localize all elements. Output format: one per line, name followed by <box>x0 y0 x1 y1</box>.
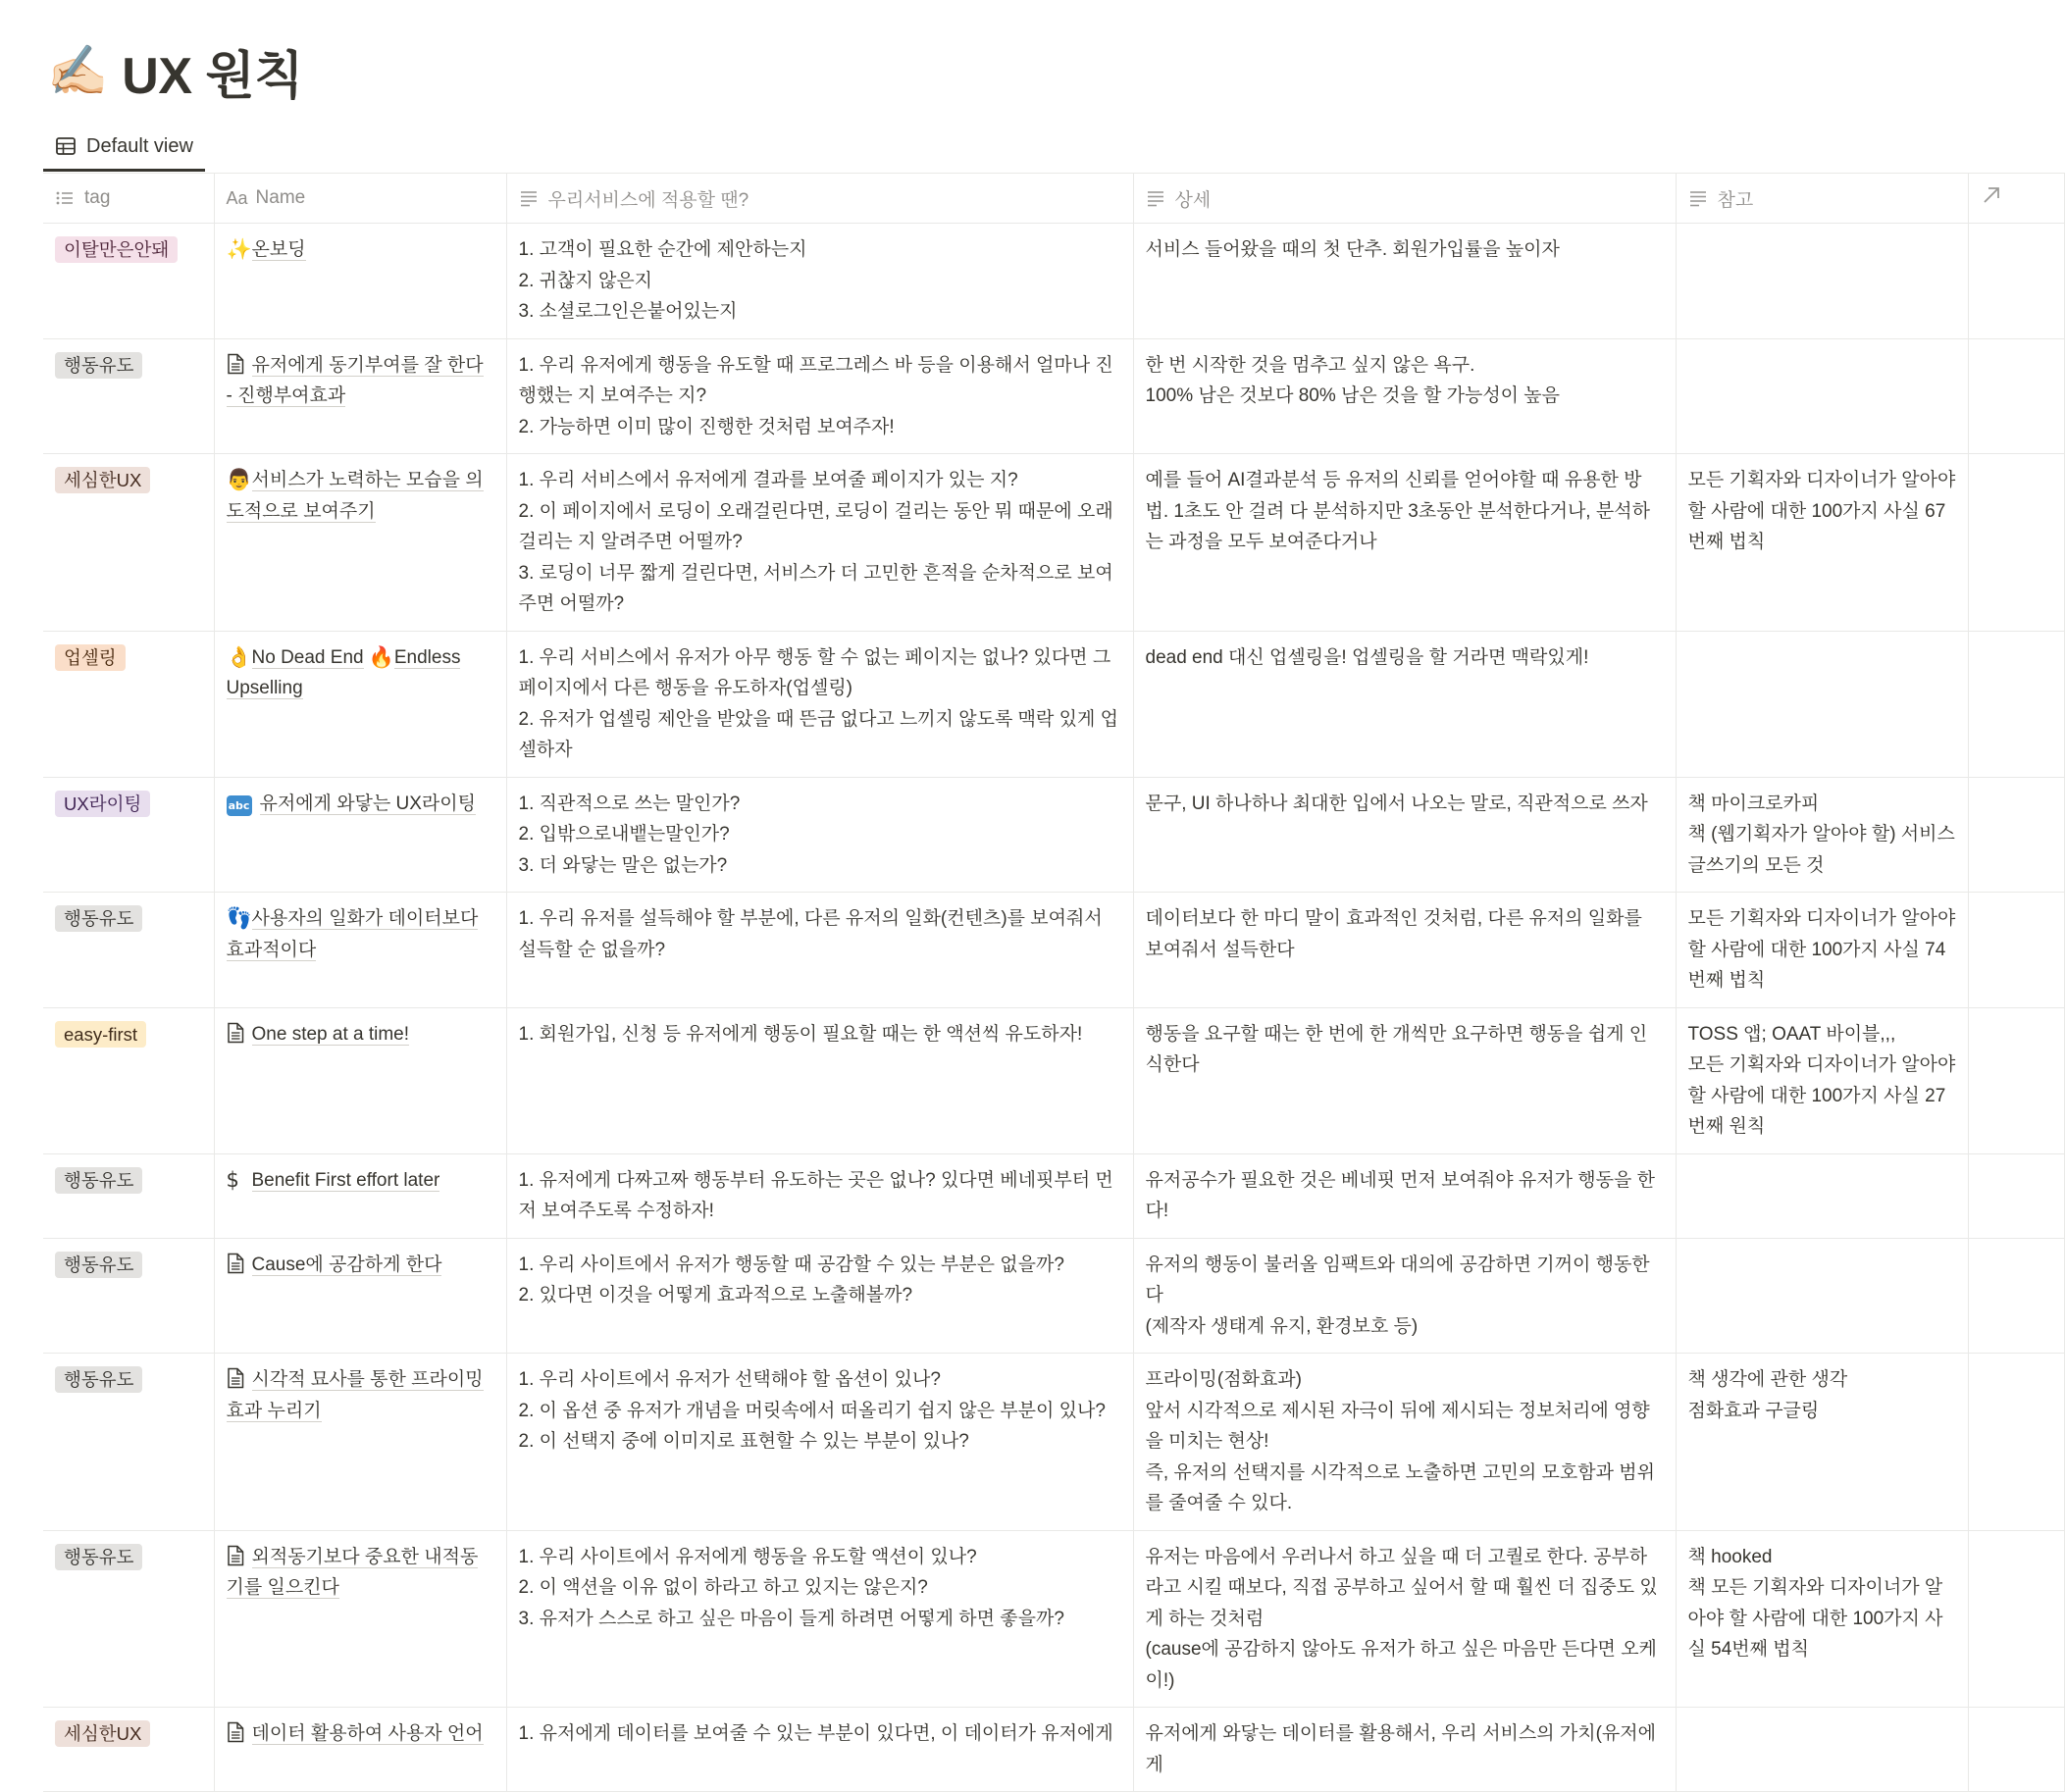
tag-badge[interactable]: 행동유도 <box>55 1167 142 1194</box>
detail-line: 100% 남은 것보다 80% 남은 것을 할 가능성이 높음 <box>1145 385 1561 406</box>
apply-line: 1. 우리 서비스에서 유저에게 결과를 보여줄 페이지가 있는 지? <box>518 470 1018 490</box>
cell-name[interactable] <box>214 1153 506 1238</box>
fire-icon: 🔥 <box>368 644 395 669</box>
apply-line: 1. 유저에게 데이터를 보여줄 수 있는 부분이 있다면, 이 데이터가 유저에게 <box>518 1723 1113 1744</box>
table-row[interactable] <box>43 777 2064 893</box>
column-header-tag[interactable] <box>43 174 214 224</box>
row-title-link[interactable]: 유저에게 와닿는 UX라이팅 <box>259 793 476 814</box>
page-icon <box>227 1721 244 1743</box>
detail-line: 유저의 행동이 불러올 임팩트와 대의에 공감하면 기꺼이 행동한다 <box>1145 1254 1650 1306</box>
cell-tag[interactable] <box>43 777 214 893</box>
apply-line: 1. 우리 사이트에서 유저에게 행동을 유도할 액션이 있나? <box>518 1546 977 1567</box>
table-row[interactable] <box>43 1007 2064 1153</box>
apply-line: 1. 유저에게 다짜고짜 행동부터 유도하는 곳은 없나? 있다면 베네핏부터 먼저 보여주도록 수정하자! <box>518 1169 1113 1221</box>
tab-default-view[interactable] <box>43 124 205 172</box>
row-title-link[interactable]: Benefit First effort later <box>251 1169 440 1191</box>
cell-ref[interactable] <box>1676 224 1968 339</box>
cell-extra[interactable] <box>1968 893 2064 1008</box>
cell-detail[interactable] <box>1133 1153 1676 1238</box>
detail-line: 문구, UI 하나하나 최대한 입에서 나오는 말로, 직관적으로 쓰자 <box>1145 793 1648 814</box>
apply-line: 1. 우리 사이트에서 유저가 선택해야 할 옵션이 있나? <box>518 1369 941 1390</box>
column-header-detail[interactable] <box>1133 174 1676 224</box>
cell-name[interactable] <box>214 1708 506 1792</box>
table-row[interactable] <box>43 1530 2064 1708</box>
page-icon <box>227 1253 244 1274</box>
apply-line: 3. 유저가 스스로 하고 싶은 마음이 들게 하려면 어떻게 하면 좋을까? <box>518 1608 1064 1629</box>
cell-detail[interactable] <box>1133 224 1676 339</box>
apply-line: 2. 이 액션을 이유 없이 하라고 하고 있지는 않은지? <box>518 1577 928 1598</box>
apply-line: 1. 우리 유저를 설득해야 할 부분에, 다른 유저의 일화(컨텐츠)를 보여줘서 설득할 순 없을까? <box>518 908 1103 960</box>
column-header-name[interactable] <box>214 174 506 224</box>
cell-tag[interactable] <box>43 631 214 777</box>
detail-line: 유저공수가 필요한 것은 베네핏 먼저 보여줘야 유저가 행동을 한다! <box>1145 1169 1655 1221</box>
ref-line: 책 생각에 관한 생각 <box>1687 1369 1848 1390</box>
list-icon <box>55 188 75 208</box>
column-header-apply-label: 우리서비스에 적용할 땐? <box>547 189 749 211</box>
cell-extra[interactable] <box>1968 631 2064 777</box>
row-title-link[interactable]: 서비스가 노력하는 모습을 의도적으로 보여주기 <box>226 470 484 522</box>
page-icon <box>227 1545 244 1566</box>
tag-badge[interactable]: 행동유도 <box>55 1544 142 1570</box>
sparkles-icon: ✨ <box>226 237 252 261</box>
table-row[interactable] <box>43 1238 2064 1354</box>
cell-apply[interactable] <box>506 1153 1133 1238</box>
cell-extra[interactable] <box>1968 338 2064 454</box>
cell-detail[interactable] <box>1133 1530 1676 1708</box>
cell-tag[interactable] <box>43 1007 214 1153</box>
cell-name[interactable] <box>214 1007 506 1153</box>
cell-name[interactable] <box>214 454 506 632</box>
cell-tag[interactable] <box>43 1153 214 1238</box>
tag-badge[interactable]: 업셀링 <box>55 644 126 671</box>
text-lines-icon <box>1688 188 1708 208</box>
cell-name[interactable] <box>214 338 506 454</box>
cell-detail[interactable] <box>1133 338 1676 454</box>
cell-extra[interactable] <box>1968 1708 2064 1792</box>
tag-badge[interactable]: 행동유도 <box>55 905 142 932</box>
cell-tag[interactable] <box>43 1530 214 1708</box>
row-title-link[interactable]: 온보딩 <box>251 239 306 260</box>
cell-tag[interactable] <box>43 1354 214 1531</box>
cell-tag[interactable] <box>43 454 214 632</box>
apply-line: 2. 귀찮지 않은지 <box>518 270 653 291</box>
cell-apply[interactable] <box>506 1708 1133 1792</box>
tag-badge[interactable]: 이탈만은안돼 <box>55 236 178 263</box>
detail-line: 예를 들어 AI결과분석 등 유저의 신뢰를 얻어야할 때 유용한 방법. 1초도 안 걸려 다 분석하지만 3초동안 분석한다거나, 분석하는 과정을 모두 보여준다거나 <box>1145 470 1650 552</box>
detail-line: 행동을 요구할 때는 한 번에 한 개씩만 요구하면 행동을 쉽게 인식한다 <box>1145 1023 1648 1075</box>
row-title-link-rest[interactable]: Endless Upselling <box>226 646 461 698</box>
tag-badge[interactable]: UX라이팅 <box>55 791 150 817</box>
cell-ref[interactable] <box>1676 1708 1968 1792</box>
text-lines-icon <box>519 188 539 208</box>
cell-apply[interactable] <box>506 631 1133 777</box>
cell-apply[interactable] <box>506 893 1133 1008</box>
column-header-apply[interactable] <box>506 174 1133 224</box>
tag-badge[interactable]: 행동유도 <box>55 1252 142 1278</box>
apply-line: 1. 고객이 필요한 순간에 제안하는지 <box>518 239 807 260</box>
detail-line: dead end 대신 업셀링을! 업셀링을 할 거라면 맥락있게! <box>1145 646 1589 668</box>
page-icon <box>227 1367 244 1389</box>
view-tabs <box>43 124 205 173</box>
cell-apply[interactable] <box>506 224 1133 339</box>
cell-ref[interactable] <box>1676 1153 1968 1238</box>
cell-apply[interactable] <box>506 1530 1133 1708</box>
cell-tag[interactable] <box>43 893 214 1008</box>
cell-detail[interactable] <box>1133 893 1676 1008</box>
row-title-link[interactable]: No Dead End <box>251 646 364 668</box>
apply-line: 1. 직관적으로 쓰는 말인가? <box>518 793 741 814</box>
apply-line: 2. 유저가 업셀링 제안을 받았을 때 뜬금 없다고 느끼지 않도록 맥락 있게 업셀하자 <box>518 708 1118 760</box>
detail-line: 앞서 시각적으로 제시된 자극이 뒤에 제시되는 정보처리에 영향을 미치는 현상! <box>1145 1400 1650 1452</box>
row-title-link[interactable]: Cause에 공감하게 한다 <box>251 1254 442 1275</box>
row-title-link[interactable]: 시각적 묘사를 통한 프라이밍 효과 누리기 <box>226 1369 484 1421</box>
row-title-link[interactable]: 외적동기보다 중요한 내적동기를 일으킨다 <box>226 1546 479 1598</box>
detail-line: (cause에 공감하지 않아도 유저가 하고 싶은 마음만 든다면 오케이!) <box>1145 1639 1657 1691</box>
text-lines-icon <box>1146 188 1165 208</box>
page-header <box>47 37 303 104</box>
title-property-icon: Aa <box>226 187 248 208</box>
row-title-link[interactable]: 사용자의 일화가 데이터보다 효과적이다 <box>226 908 479 960</box>
cell-extra[interactable] <box>1968 1153 2064 1238</box>
column-header-ref-label: 참고 <box>1717 189 1754 211</box>
cell-extra[interactable] <box>1968 224 2064 339</box>
ref-line: 책 hooked <box>1687 1546 1773 1567</box>
apply-line: 1. 우리 사이트에서 유저가 행동할 때 공감할 수 있는 부분은 없을까? <box>518 1254 1064 1275</box>
ref-line: TOSS 앱; OAAT 바이블,,, <box>1687 1023 1896 1045</box>
detail-line: 데이터보다 한 마디 말이 효과적인 것처럼, 다른 유저의 일화를 보여줘서 설득한다 <box>1145 908 1642 960</box>
column-header-ref[interactable] <box>1676 174 1968 224</box>
cell-apply[interactable] <box>506 338 1133 454</box>
row-title-link[interactable]: One step at a time! <box>251 1023 410 1045</box>
cell-tag[interactable] <box>43 1238 214 1354</box>
cell-detail[interactable] <box>1133 631 1676 777</box>
table-icon <box>55 135 77 157</box>
apply-line: 2. 가능하면 이미 많이 진행한 것처럼 보여주자! <box>518 416 895 437</box>
table-row[interactable] <box>43 224 2064 339</box>
cell-apply[interactable] <box>506 454 1133 632</box>
tag-badge[interactable]: 행동유도 <box>55 1366 142 1393</box>
ref-line: 책 모든 기획자와 디자이너가 알아야 할 사람에 대한 100가지 사실 54번째 법칙 <box>1687 1577 1943 1660</box>
cell-detail[interactable] <box>1133 1007 1676 1153</box>
cell-ref[interactable] <box>1676 454 1968 632</box>
table-row[interactable] <box>43 454 2064 632</box>
tab-default-view-label: Default view <box>86 134 193 157</box>
footprints-icon: 👣 <box>226 906 252 930</box>
table-row[interactable] <box>43 1354 2064 1531</box>
arrow-up-right-icon <box>1981 184 2002 206</box>
table-row[interactable] <box>43 1708 2064 1792</box>
cell-ref[interactable] <box>1676 338 1968 454</box>
apply-line: 1. 우리 서비스에서 유저가 아무 행동 할 수 없는 페이지는 없나? 있다면 그 페이지에서 다른 행동을 유도하자(업셀링) <box>518 646 1111 698</box>
cell-detail[interactable] <box>1133 454 1676 632</box>
cell-extra[interactable] <box>1968 1530 2064 1708</box>
row-title-link[interactable]: 유저에게 동기부여를 잘 한다 - 진행부여효과 <box>226 354 484 406</box>
technologist-icon: 👨 <box>226 468 252 491</box>
cell-name[interactable] <box>214 1238 506 1354</box>
cell-extra[interactable] <box>1968 454 2064 632</box>
cell-extra[interactable] <box>1968 1238 2064 1354</box>
apply-line: 3. 소셜로그인은붙어있는지 <box>518 301 738 322</box>
cell-tag[interactable] <box>43 1708 214 1792</box>
apply-line: 1. 회원가입, 신청 등 유저에게 행동이 필요할 때는 한 액션씩 유도하자! <box>518 1023 1083 1045</box>
apply-line: 1. 우리 유저에게 행동을 유도할 때 프로그레스 바 등을 이용해서 얼마나 진행했는 지 보여주는 지? <box>518 354 1113 406</box>
column-header-more[interactable] <box>1968 174 2064 224</box>
cell-ref[interactable] <box>1676 893 1968 1008</box>
cell-name[interactable] <box>214 1354 506 1531</box>
ref-line: 모든 기획자와 디자이너가 알아야 할 사람에 대한 100가지 사실 67번째 법칙 <box>1687 470 1956 552</box>
cell-apply[interactable] <box>506 777 1133 893</box>
cell-tag[interactable] <box>43 224 214 339</box>
row-title-link[interactable]: 데이터 활용하여 사용자 언어 <box>251 1723 484 1744</box>
apply-line: 2. 입밖으로내뱉는말인가? <box>518 824 730 845</box>
writing-hand-icon[interactable]: ✍🏻 <box>47 42 109 99</box>
table-header-row <box>43 174 2064 224</box>
cell-apply[interactable] <box>506 1354 1133 1531</box>
cell-ref[interactable] <box>1676 1354 1968 1531</box>
table-row[interactable] <box>43 1153 2064 1238</box>
tag-badge[interactable]: 세심한UX <box>55 467 150 493</box>
table-row[interactable] <box>43 893 2064 1008</box>
apply-line: 3. 더 와닿는 말은 없는가? <box>518 854 728 876</box>
cell-detail[interactable] <box>1133 777 1676 893</box>
ref-line: 모든 기획자와 디자이너가 알아야 할 사람에 대한 100가지 사실 27번째 원칙 <box>1687 1054 1956 1137</box>
cell-extra[interactable] <box>1968 777 2064 893</box>
apply-line: 3. 로딩이 너무 짧게 걸린다면, 서비스가 더 고민한 흔적을 순차적으로 보여주면 어떨까? <box>518 562 1113 614</box>
detail-line: (제작자 생태계 유지, 환경보호 등) <box>1145 1315 1419 1337</box>
cell-ref[interactable] <box>1676 1530 1968 1708</box>
column-header-detail-label: 상세 <box>1174 189 1212 211</box>
cell-name[interactable] <box>214 893 506 1008</box>
detail-line: 즉, 유저의 선택지를 시각적으로 노출하면 고민의 모호함과 범위를 줄여줄 수 있다. <box>1145 1461 1655 1513</box>
cell-ref[interactable] <box>1676 1238 1968 1354</box>
detail-line: 유저에게 와닿는 데이터를 활용해서, 우리 서비스의 가치(유저에게 <box>1145 1723 1656 1775</box>
cell-tag[interactable] <box>43 338 214 454</box>
tag-badge[interactable]: 행동유도 <box>55 352 142 379</box>
detail-line: 한 번 시작한 것을 멈추고 싶지 않은 욕구. <box>1145 354 1475 376</box>
tag-badge[interactable]: 세심한UX <box>55 1720 150 1747</box>
ok-hand-icon: 👌 <box>226 644 252 669</box>
detail-line: 서비스 들어왔을 때의 첫 단추. 회원가입률을 높이자 <box>1145 239 1560 260</box>
abc-icon: abc <box>227 795 252 816</box>
cell-ref[interactable] <box>1676 777 1968 893</box>
column-header-tag-label: tag <box>84 187 111 208</box>
cell-apply[interactable] <box>506 1007 1133 1153</box>
page-icon <box>227 1022 244 1044</box>
page-icon <box>227 353 244 375</box>
column-header-name-label: Name <box>255 187 306 208</box>
dollar-icon: $ <box>226 1167 239 1192</box>
table-row[interactable] <box>43 631 2064 777</box>
ref-line: 책 마이크로카피 <box>1687 793 1820 814</box>
cell-name[interactable] <box>214 777 506 893</box>
cell-extra[interactable] <box>1968 1007 2064 1153</box>
detail-line: 유저는 마음에서 우러나서 하고 싶을 때 더 고퀄로 한다. 공부하라고 시킬 때보다, 직접 공부하고 싶어서 할 때 훨씬 더 집중도 있게 하는 것처럼 <box>1145 1546 1658 1629</box>
tag-badge[interactable]: easy-first <box>55 1021 146 1048</box>
cell-extra[interactable] <box>1968 1354 2064 1531</box>
page-title[interactable]: UX 원칙 <box>122 47 303 105</box>
table-row[interactable] <box>43 338 2064 454</box>
cell-detail[interactable] <box>1133 1238 1676 1354</box>
cell-name[interactable] <box>214 631 506 777</box>
apply-line: 2. 이 옵션 중 유저가 개념을 머릿속에서 떠올리기 쉽지 않은 부분이 있나? <box>518 1400 1106 1421</box>
ref-line: 책 (웹기획자가 알아야 할) 서비스 글쓰기의 모든 것 <box>1687 824 1955 876</box>
apply-line: 2. 이 선택지 중에 이미지로 표현할 수 있는 부분이 있나? <box>518 1431 969 1452</box>
apply-line: 2. 있다면 이것을 어떻게 효과적으로 노출해볼까? <box>518 1285 913 1306</box>
cell-name[interactable] <box>214 224 506 339</box>
detail-line: 프라이밍(점화효과) <box>1145 1369 1302 1390</box>
apply-line: 2. 이 페이지에서 로딩이 오래걸린다면, 로딩이 걸리는 동안 뭐 때문에 오래 걸리는 지 알려주면 어떨까? <box>518 500 1113 552</box>
database-table <box>43 173 2009 1775</box>
cell-name[interactable] <box>214 1530 506 1708</box>
ref-line: 모든 기획자와 디자이너가 알아야 할 사람에 대한 100가지 사실 74번째 법칙 <box>1687 908 1956 991</box>
ref-line: 점화효과 구글링 <box>1687 1400 1820 1421</box>
cell-detail[interactable] <box>1133 1354 1676 1531</box>
cell-apply[interactable] <box>506 1238 1133 1354</box>
cell-detail[interactable] <box>1133 1708 1676 1792</box>
cell-ref[interactable] <box>1676 1007 1968 1153</box>
cell-ref[interactable] <box>1676 631 1968 777</box>
